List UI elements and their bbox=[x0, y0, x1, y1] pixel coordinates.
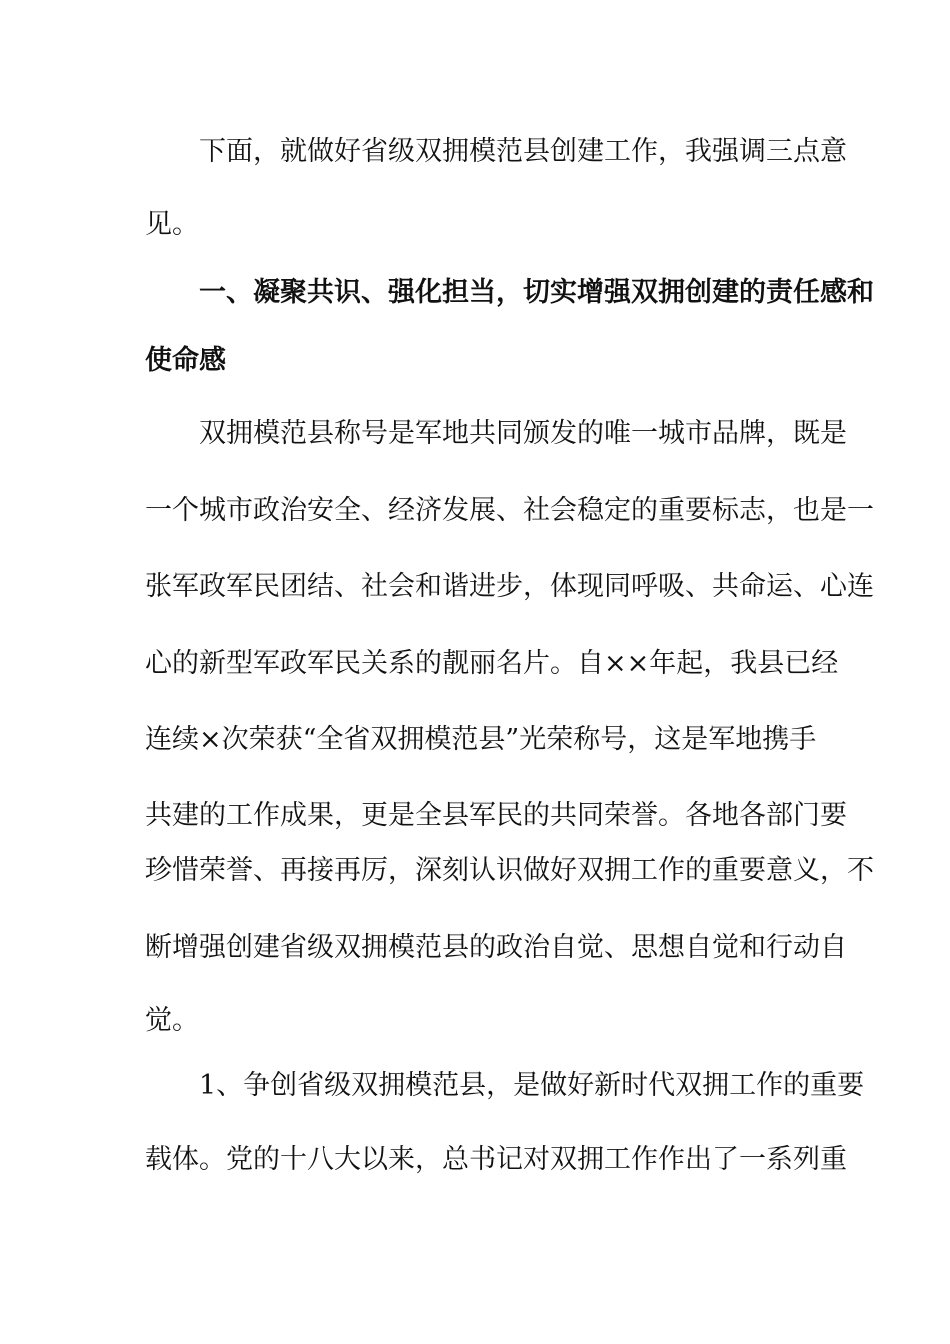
paragraph-line: 共建的工作成果，更是全县军民的共同荣誉。各地各部门要 bbox=[145, 800, 847, 831]
paragraph-line: 心的新型军政军民关系的靓丽名片。自××年起，我县已经 bbox=[145, 648, 839, 679]
paragraph-line: 珍惜荣誉、再接再厉，深刻认识做好双拥工作的重要意义，不 bbox=[145, 855, 874, 886]
paragraph-line: 1、争创省级双拥模范县，是做好新时代双拥工作的重要 bbox=[199, 1070, 865, 1101]
paragraph-line: 连续×次荣获“全省双拥模范县”光荣称号，这是军地携手 bbox=[145, 724, 817, 755]
paragraph-line: 一个城市政治安全、经济发展、社会稳定的重要标志，也是一 bbox=[145, 495, 874, 526]
paragraph-line: 下面，就做好省级双拥模范县创建工作，我强调三点意 bbox=[199, 136, 847, 167]
paragraph-line: 载体。党的十八大以来，总书记对双拥工作作出了一系列重 bbox=[145, 1144, 847, 1175]
paragraph-line: 断增强创建省级双拥模范县的政治自觉、思想自觉和行动自 bbox=[145, 932, 847, 963]
paragraph-line: 张军政军民团结、社会和谐进步，体现同呼吸、共命运、心连 bbox=[145, 571, 874, 602]
paragraph-line: 觉。 bbox=[145, 1005, 199, 1036]
section-heading-line: 一、凝聚共识、强化担当，切实增强双拥创建的责任感和 bbox=[199, 277, 874, 308]
paragraph-line: 双拥模范县称号是军地共同颁发的唯一城市品牌，既是 bbox=[199, 418, 847, 449]
paragraph-line: 见。 bbox=[145, 209, 199, 240]
section-heading-line: 使命感 bbox=[145, 345, 226, 376]
